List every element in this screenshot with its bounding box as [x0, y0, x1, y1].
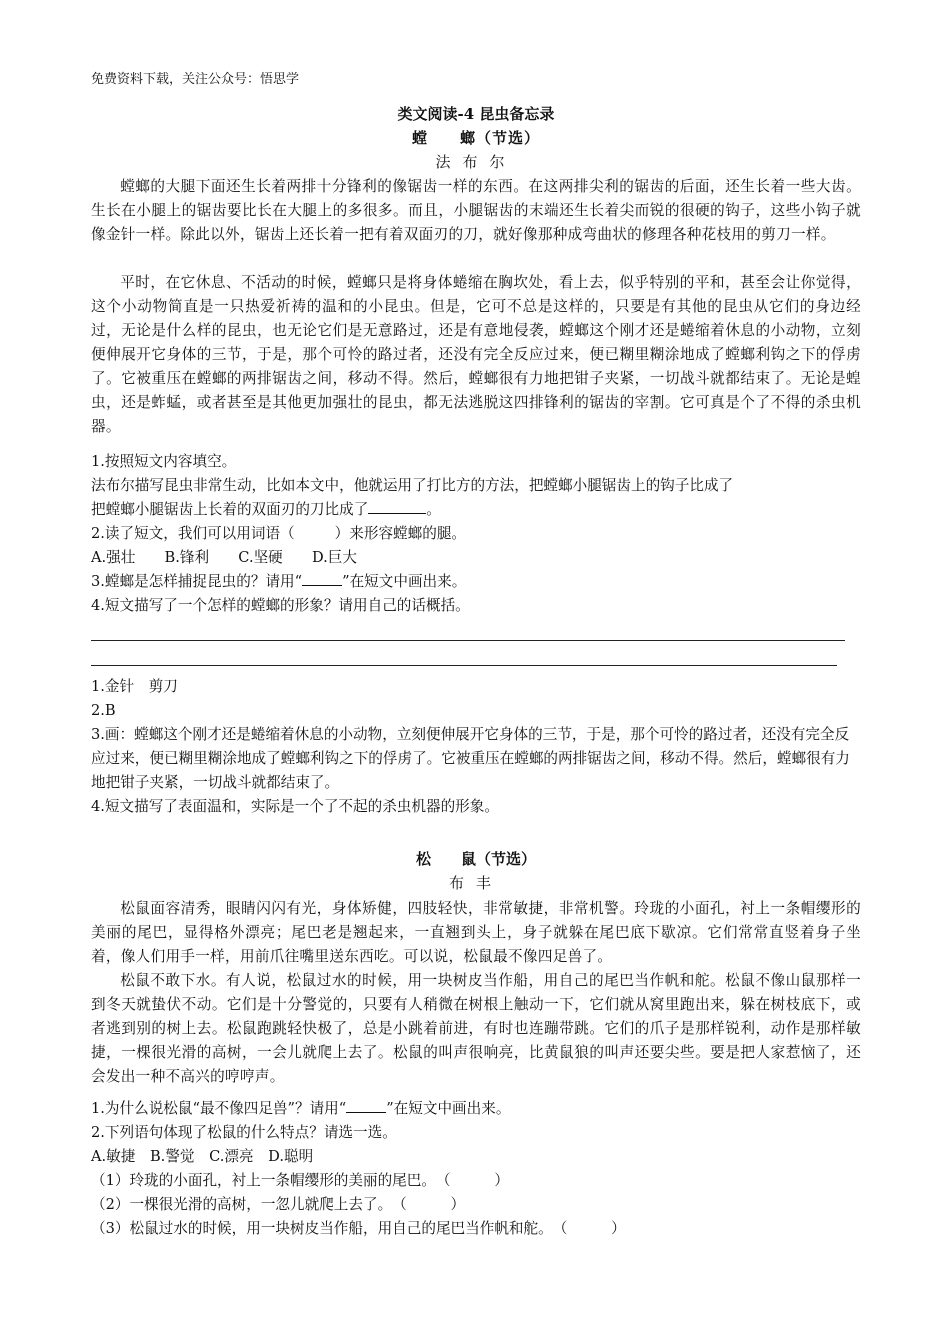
passage2-paragraph: 松鼠面容清秀，眼睛闪闪有光，身体矫健，四肢轻快，非常敏捷，非常机警。玲珑的小面孔，衬上一条帽缨形的美丽的尾巴，显得格外漂亮；尾巴老是翘起来，一直翘到头上，身子就躲在尾巴底下歇凉。它们常常直竖着身子坐着，像人们用手一样，用前爪往嘴里送东西吃。可以说，松鼠最不像四足兽了。 — [91, 900, 861, 965]
passage2-title: 松 鼠（节选） — [415, 850, 536, 868]
section-title: 类文阅读-4 昆虫备忘录 — [397, 105, 555, 123]
underline-sample — [302, 585, 342, 586]
question-2-line — [91, 522, 861, 546]
answer-3: 3.画：螳螂这个刚才还是蜷缩着休息的小动物，立刻便伸展开它身体的三节，于是，那个可怜的路过者，还没有完全反应过来，便已糊里糊涂地成了螳螂利钩之下的俘虏了。它被重压在螳螂的两排锯齿之间，移动不得。然后，螳螂很有力地把钳子夹紧，一切战斗就都结束了。 — [91, 726, 850, 791]
answer-4: 4.短文描写了表面温和，实际是一个了不起的杀虫机器的形象。 — [91, 798, 499, 815]
question-1-text: 法布尔描写昆虫非常生动，比如本文中，他就运用了打比方的方法，把螳螂小腿锯齿上的钩子比成了 — [91, 477, 734, 494]
p2-question-2-options: A.敏捷 B.警觉 C.漂亮 D.聪明 — [91, 1148, 314, 1165]
passage1-author: 法布尔 — [435, 153, 517, 171]
question-1-text2: 把螳螂小腿锯齿上长着的双面刃的刀比成了 — [91, 501, 369, 518]
p2-question-2-text: 2.下列语句体现了松鼠的什么特点？请选一选。 — [91, 1124, 397, 1141]
passage2-author: 布丰 — [448, 874, 503, 892]
question-2-options: A.强壮 B.锋利 C.坚硬 D.巨大 — [91, 549, 357, 566]
question-2-end: ）来形容螳螂的腿。 — [334, 525, 467, 542]
passage1-paragraph: 平时，在它休息、不活动的时候，螳螂只是将身体蜷缩在胸坎处，看上去，似乎特别的平和，甚至会让你觉得，这个小动物简直是一只热爱祈祷的温和的小昆虫。但是，它可不总是这样的，只要是有其他的昆虫从它们的身边经过，无论是什么样的昆虫，也无论它们是无意路过，还是有意地侵袭，螳螂这个刚才还是蜷缩着休息的小动物，立刻便伸展开它身体的三节，于是，那个可怜的路过者，还没有完全反应过来，便已糊里糊涂地成了螳螂利钩之下的俘虏了。它被重压在螳螂的两排锯齿之间，移动不得。然后，螳螂很有力地把钳子夹紧，一切战斗就都结束了。无论是蝗虫，还是蚱蜢，或者甚至是其他更加强壮的昆虫，都无法逃脱这四排锋利的锯齿的宰割。它可真是个了不得的杀虫机器。 — [91, 274, 861, 435]
answer-2: 2.B — [91, 702, 116, 719]
p2-question-1-text: 1.为什么说松鼠“最不像四足兽”？请用“ — [91, 1100, 347, 1117]
p2-question-item[interactable]: （1）玲珑的小面孔，衬上一条帽缨形的美丽的尾巴。 （ ） — [91, 1172, 509, 1189]
answer-1: 1.金针 剪刀 — [91, 678, 178, 695]
p2-question-1-line — [91, 1097, 861, 1121]
question-1-line2 — [91, 498, 861, 522]
underline-sample — [346, 1112, 386, 1113]
header-note: 免费资料下载，关注公众号：悟思学 — [91, 72, 300, 87]
question-1-heading: 1.按照短文内容填空。 — [91, 453, 237, 470]
question-3-text: 3.螳螂是怎样捕捉昆虫的？请用“ — [91, 573, 303, 590]
answer-line[interactable] — [91, 665, 837, 666]
answer-blank[interactable] — [368, 513, 426, 514]
question-2-text: 2.读了短文，我们可以用词语（ — [91, 525, 295, 542]
answer-line[interactable] — [91, 640, 845, 641]
passage2-paragraph: 松鼠不敢下水。有人说，松鼠过水的时候，用一块树皮当作船，用自己的尾巴当作帆和舵。松鼠不像山鼠那样一到冬天就蛰伏不动。它们是十分警觉的，只要有人稍微在树根上触动一下，它们就从窝里跑出来，躲在树枝底下，或者逃到别的树上去。松鼠跑跳轻快极了，总是小跳着前进，有时也连蹦带跳。它们的爪子是那样锐利，动作是那样敏捷，一棵很光滑的高树，一会儿就爬上去了。松鼠的叫声很响亮，比黄鼠狼的叫声还要尖些。要是把人家惹恼了，还会发出一种不高兴的哼哼声。 — [91, 972, 861, 1085]
p2-question-item[interactable]: （2）一棵很光滑的高树，一忽儿就爬上去了。 （ ） — [91, 1196, 466, 1213]
question-4-text: 4.短文描写了一个怎样的螳螂的形象？请用自己的话概括。 — [91, 597, 470, 614]
p2-question-1-end: ”在短文中画出来。 — [386, 1100, 511, 1117]
question-3-end: ”在短文中画出来。 — [342, 573, 467, 590]
passage1-title: 螳 螂（节选） — [411, 129, 540, 147]
passage1-paragraph: 螳螂的大腿下面还生长着两排十分锋利的像锯齿一样的东西。在这两排尖利的锯齿的后面，还生长着一些大齿。生长在小腿上的锯齿要比长在大腿上的多很多。而且，小腿锯齿的末端还生长着尖而锐的很硬的钩子，这些小钩子就像金针一样。除此以外，锯齿上还长着一把有着双面刃的刀，就好像那种成弯曲状的修理各种花枝用的剪刀一样。 — [91, 178, 861, 243]
question-3-line — [91, 570, 861, 594]
passage1-answers — [91, 675, 861, 819]
question-1-end: 。 — [426, 501, 441, 518]
passage2-questions — [91, 1097, 861, 1241]
passage1-questions — [91, 450, 861, 618]
p2-question-item[interactable]: （3）松鼠过水的时候，用一块树皮当作船，用自己的尾巴当作帆和舵。 （ ） — [91, 1220, 626, 1237]
